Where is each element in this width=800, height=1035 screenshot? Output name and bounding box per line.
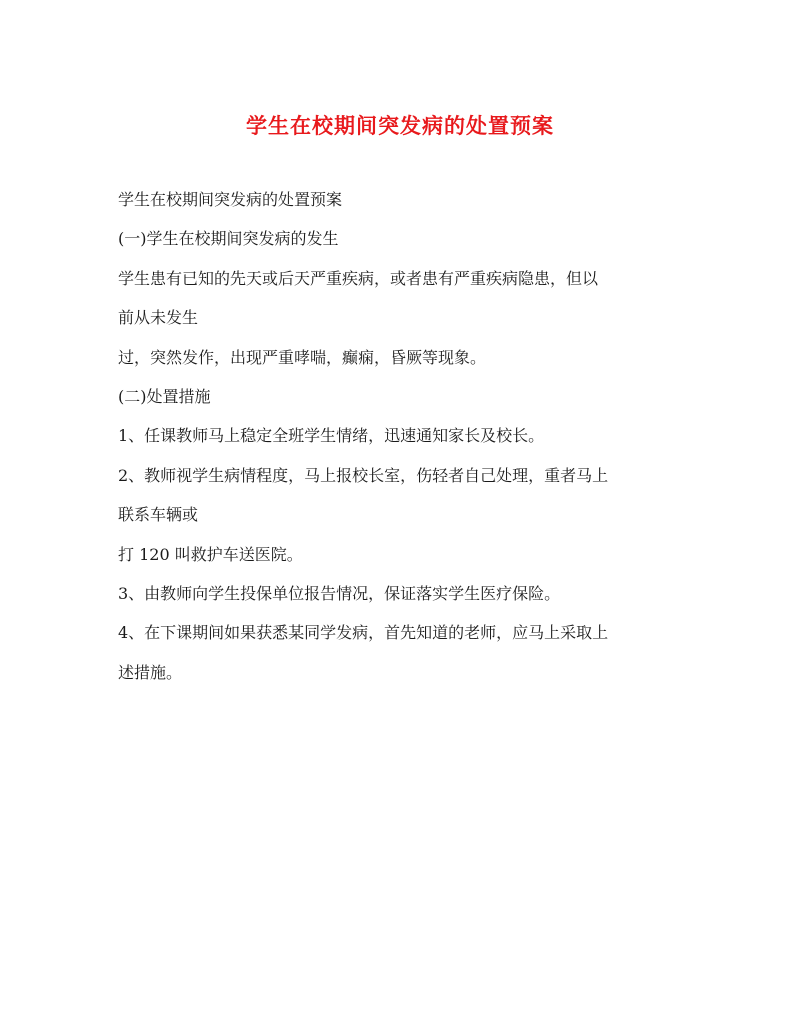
measure-item-2-cont: 联系车辆或 [118,505,199,525]
body-line: 过，突然发作，出现严重哮喘，癫痫，昏厥等现象。 [118,347,487,367]
section-heading-occurrence: (一)学生在校期间突发病的发生 [118,229,339,249]
document-title: 学生在校期间突发病的处置预案 [246,113,554,138]
measure-item-4-cont: 述措施。 [118,662,183,682]
measure-item-1: 1、任课教师马上稳定全班学生情绪，迅速通知家长及校长。 [118,426,545,446]
body-line: 学生患有已知的先天或后天严重疾病，或者患有严重疾病隐患，但以 [118,268,599,288]
body-line-heading: 学生在校期间突发病的处置预案 [118,190,343,209]
measure-item-2: 2、教师视学生病情程度，马上报校长室，伤轻者自己处理，重者马上 [118,465,609,485]
document-body [118,180,693,692]
measure-item-2-cont: 打 120 叫救护车送医院。 [118,544,303,564]
measure-item-4: 4、在下课期间如果获悉某同学发病，首先知道的老师，应马上采取上 [118,623,609,643]
measure-item-3: 3、由教师向学生投保单位报告情况，保证落实学生医疗保险。 [118,583,561,603]
body-line: 前从未发生 [118,308,199,328]
section-heading-measures: (二)处置措施 [118,386,211,406]
